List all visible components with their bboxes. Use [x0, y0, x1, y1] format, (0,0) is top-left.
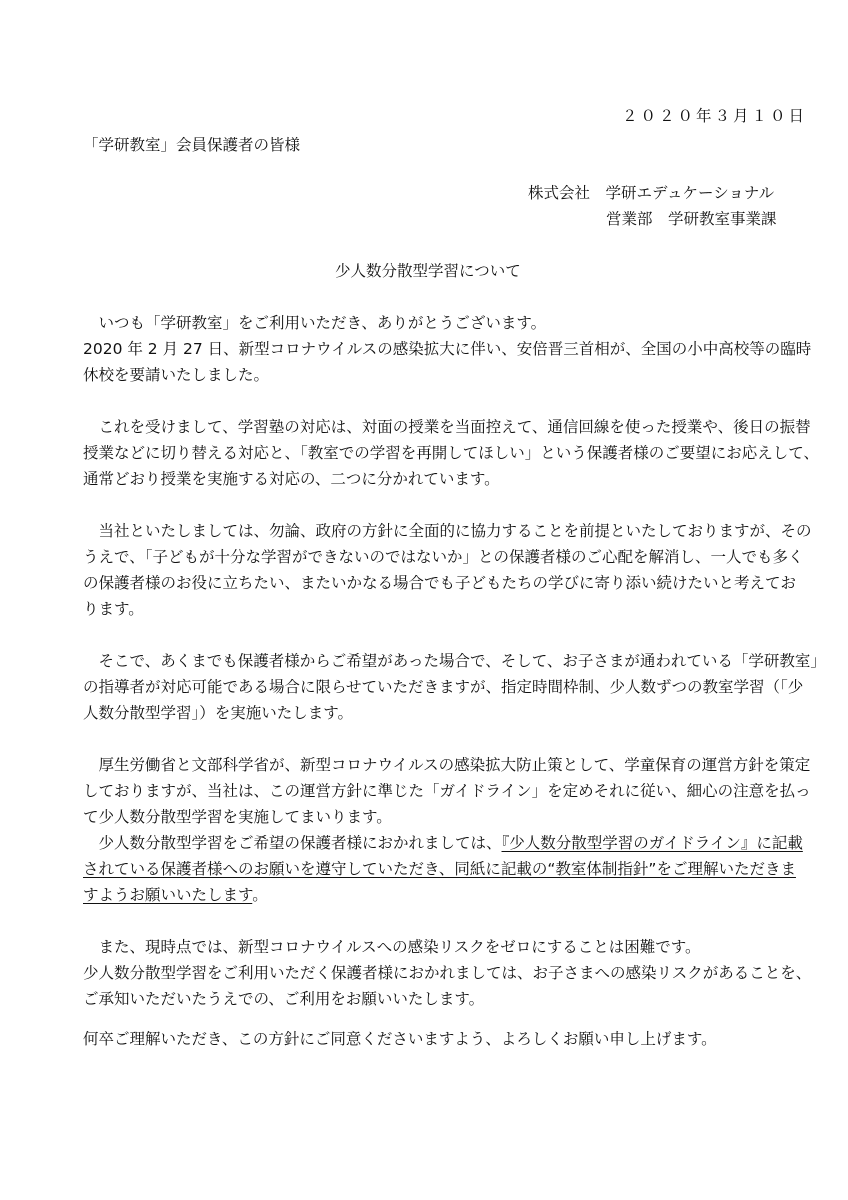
body-line: の指導者が対応可能である場合に限らせていただきますが、指定時間枠制、少人数ずつの教室学習（「少	[83, 678, 804, 696]
date: ２０２０年３月１０日	[622, 107, 808, 125]
body-line: いつも「学研教室」をご利用いただき、ありがとうございます。	[83, 314, 547, 332]
body-line: 人数分散型学習」）を実施いたします。	[83, 704, 354, 722]
body-line: うえで、「子どもが十分な学習ができないのではないか」との保護者様のご心配を解消し、一人でも多く	[83, 548, 804, 566]
body-line: の保護者様のお役に立ちたい、またいかなる場合でも子どもたちの学びに寄り添い続けたいと考えてお	[83, 574, 797, 592]
body-line: これを受けまして、学習塾の対応は、対面の授業を当面控えて、通信回線を使った授業や、後日の振替	[83, 418, 811, 436]
department-name: 営業部 学研教室事業課	[606, 210, 777, 228]
notice-line	[83, 833, 803, 853]
body-line: しておりますが、当社は、この運営方針に準じた「ガイドライン」を定めそれに従い、細心の注意を払っ	[83, 782, 811, 800]
body-line: 当社といたしましては、勿論、政府の方針に全面的に協力することを前提といたしておりますが、その	[83, 522, 812, 540]
guideline-notice: すようお願いいたします	[83, 886, 253, 904]
notice-line	[83, 885, 268, 905]
body-line: 通常どおり授業を実施する対応の、二つに分かれています。	[83, 470, 500, 488]
company-name: 株式会社 学研エデュケーショナル	[528, 184, 775, 202]
notice-end: 。	[252, 886, 268, 904]
body-line: そこで、あくまでも保護者様からご希望があった場合で、そして、お子さまが通われている「学研教室」	[83, 652, 826, 670]
guideline-notice: 『少人数分散型学習のガイドライン』に記載	[501, 834, 803, 852]
closing-line: 何卒ご理解いただき、この方針にご同意くださいますよう、よろしくお願い申し上げます。	[83, 1030, 717, 1048]
body-line: ります。	[83, 600, 144, 618]
body-line: 2020 年 2 月 27 日、新型コロナウイルスの感染拡大に伴い、安倍晋三首相が、全国の小中高校等の臨時	[83, 340, 812, 358]
body-line: ご承知いただいたうえでの、ご利用をお願いいたします。	[83, 990, 485, 1008]
body-line: て少人数分散型学習を実施してまいります。	[83, 808, 392, 826]
body-line: 厚生労働省と文部科学省が、新型コロナウイルスの感染拡大防止策として、学童保育の運営方針を策定	[83, 756, 811, 774]
addressee: 「学研教室」会員保護者の皆様	[83, 136, 301, 154]
notice-prefix: 少人数分散型学習をご希望の保護者様におかれましては、	[83, 834, 502, 852]
guideline-notice: されている保護者様へのお願いを遵守していただき、同紙に記載の“教室体制指針”をご理解いただきま	[83, 860, 796, 878]
body-line: 休校を要請いたしました。	[83, 366, 270, 384]
document-title: 少人数分散型学習について	[335, 262, 521, 280]
body-line: 授業などに切り替える対応と、「教室での学習を再開してほしい」という保護者様のご要望にお応えして、	[83, 444, 819, 462]
body-line: 少人数分散型学習をご利用いただく保護者様におかれましては、お子さまへの感染リスクがあることを、	[83, 964, 812, 982]
body-line: また、現時点では、新型コロナウイルスへの感染リスクをゼロにすることは困難です。	[83, 938, 701, 956]
